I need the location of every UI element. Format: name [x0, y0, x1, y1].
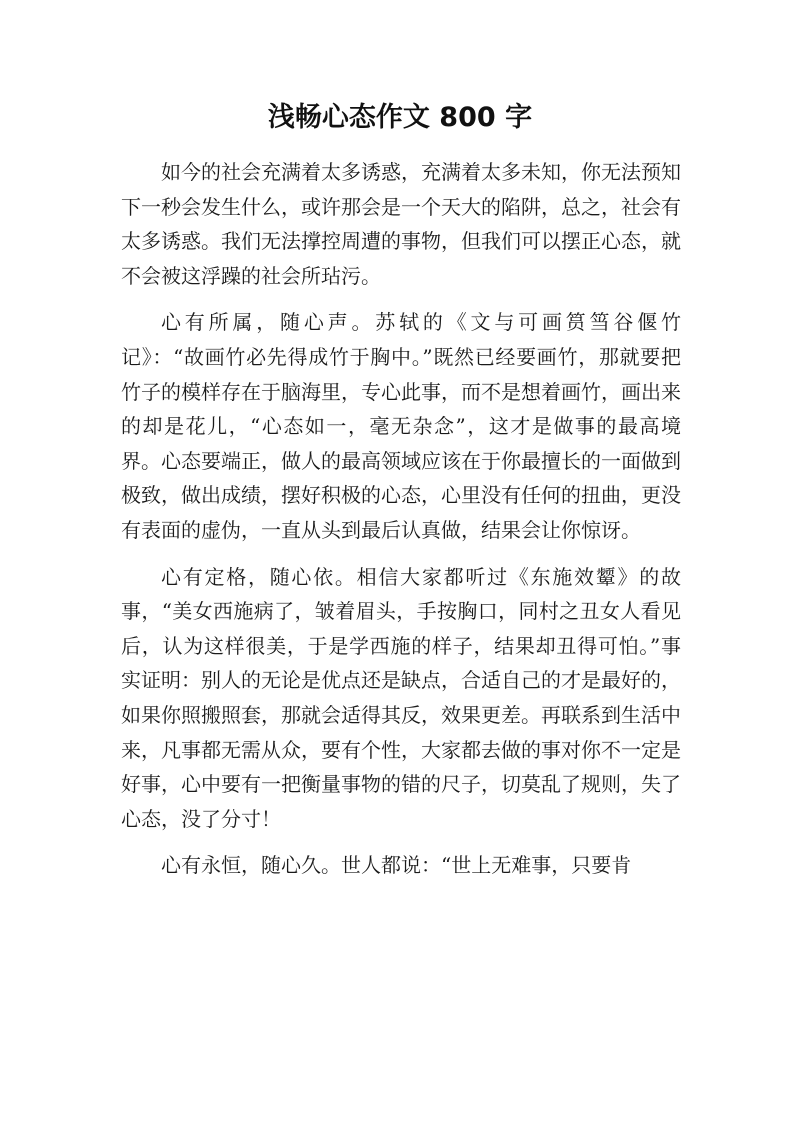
document-body	[121, 155, 681, 895]
document-title: 浅畅心态作文 800 字	[267, 102, 533, 133]
paragraph: 心有所属，随心声。苏轼的《文与可画筼筜谷偃竹记》：“故画竹必先得成竹于胸中。”既然已经要画竹，那就要把竹子的模样存在于脑海里，专心此事，而不是想着画竹，画出来的却是花儿，“心态如一，毫无杂念”，这才是做事的最高境界。心态要端正，做人的最高领域应该在于你最擅长的一面做到极致，做出成绩，摆好积极的心态，心里没有任何的扭曲，更没有表面的虚伪，一直从头到最后认真做，结果会让你惊讶。	[121, 310, 681, 542]
paragraph: 心有定格，随心依。相信大家都听过《东施效颦》的故事，“美女西施病了，皱着眉头，手按胸口，同村之丑女人看见后，认为这样很美，于是学西施的样子，结果却丑得可怕。”事实证明：别人的无论是优点还是缺点，合适自己的才是最好的，如果你照搬照套，那就会适得其反，效果更差。再联系到生活中来，凡事都无需从众，要有个性，大家都去做的事对你不一定是好事，心中要有一把衡量事物的错的尺子，切莫乱了规则，失了心态，没了分寸！	[121, 564, 681, 831]
paragraph: 心有永恒，随心久。世人都说：“世上无难事，只要肯	[161, 853, 632, 878]
paragraph: 如今的社会充满着太多诱惑，充满着太多未知，你无法预知下一秒会发生什么，或许那会是一个天大的陷阱，总之，社会有太多诱惑。我们无法撑控周遭的事物，但我们可以摆正心态，就不会被这浮躁的社会所玷污。	[121, 160, 681, 288]
